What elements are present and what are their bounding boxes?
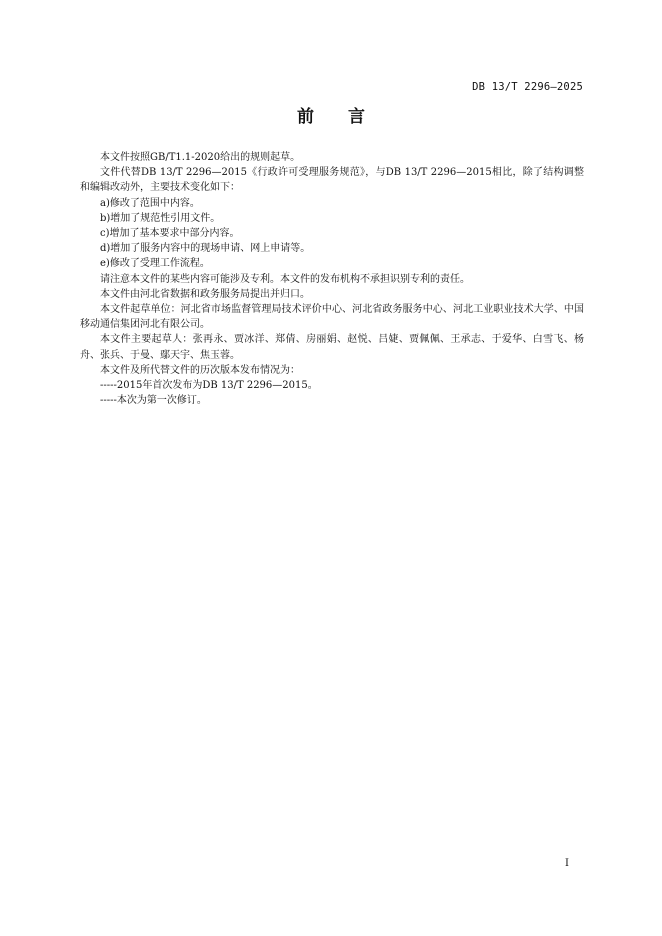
title-char-1: 前 (297, 107, 314, 127)
foreword-body (80, 150, 584, 408)
paragraph-drafting-rules: 本文件按照GB/T1.1-2020给出的规则起草。 (100, 152, 301, 163)
change-item-b: b)增加了规范性引用文件。 (100, 212, 221, 224)
version-history-item-1: -----2015年首次发布为DB 13/T 2296—2015。 (100, 380, 318, 392)
paragraph-drafters: 本文件主要起草人：张再永、贾冰洋、郑倩、房丽娟、赵悦、吕婕、贾佩佩、王承志、于爱华、白雪飞、杨舟、张兵、于曼、鄢天宇、焦玉蓉。 (80, 334, 584, 361)
change-item-a: a)修改了范围中内容。 (100, 197, 200, 209)
paragraph-replaces: 文件代替DB 13/T 2296—2015《行政许可受理服务规范》，与DB 13/T 2296—2015相比，除了结构调整和编辑改动外，主要技术变化如下： (80, 167, 584, 194)
page-number: I (565, 858, 569, 869)
document-code: DB 13/T 2296—2025 (472, 81, 583, 93)
paragraph-patent-notice: 请注意本文件的某些内容可能涉及专利。本文件的发布机构不承担识别专利的责任。 (100, 273, 470, 285)
paragraph-version-history: 本文件及所代替文件的历次版本发布情况为： (100, 364, 300, 376)
page-title (0, 102, 662, 127)
paragraph-drafting-units: 本文件起草单位：河北省市场监督管理局技术评价中心、河北省政务服务中心、河北工业职业技术大学、中国移动通信集团河北有限公司。 (80, 304, 584, 331)
paragraph-proposer: 本文件由河北省数据和政务服务局提出并归口。 (100, 288, 310, 300)
version-history-item-2: -----本次为第一次修订。 (100, 395, 207, 407)
title-char-2: 言 (348, 107, 365, 127)
change-item-c: c)增加了基本要求中部分内容。 (100, 228, 240, 240)
change-item-d: d)增加了服务内容中的现场申请、网上申请等。 (100, 243, 311, 255)
change-item-e: e)修改了受理工作流程。 (100, 258, 210, 270)
